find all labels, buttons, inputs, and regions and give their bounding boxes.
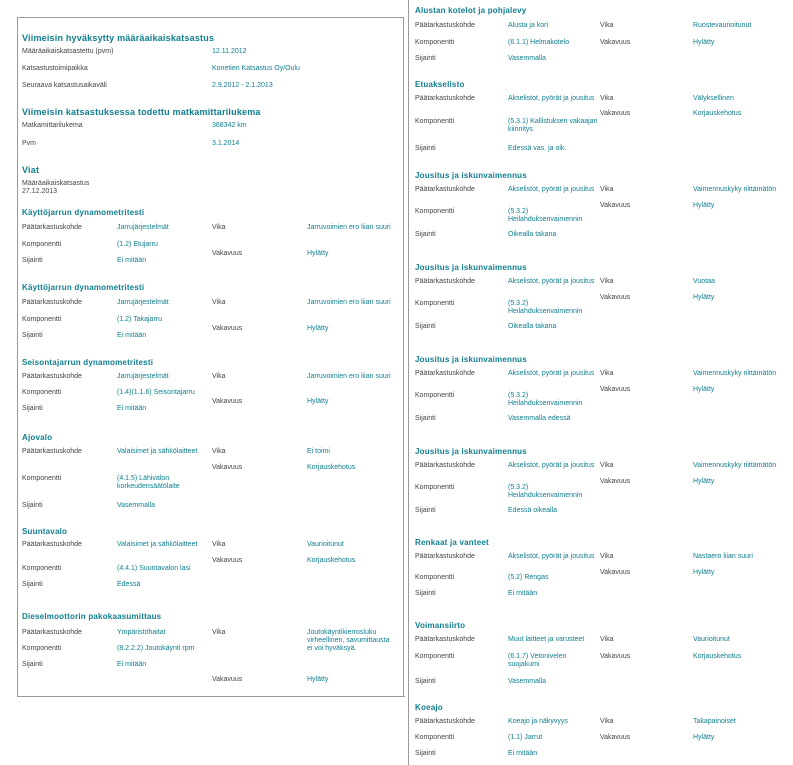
right-item-4-severity-value: Hylätty [693, 294, 715, 301]
left-item-6-location-value: Ei mitään [117, 661, 147, 668]
right-item-8-target-label: Päätarkastuskohde [415, 636, 475, 643]
left-item-2-location-value: Ei mitään [117, 332, 147, 339]
left-item-6-fault-label: Vika [212, 629, 226, 636]
left-item-3-severity-label: Vakavuus [212, 398, 243, 405]
right-item-4-title: Jousitus ja iskunvaimennus [415, 263, 527, 272]
right-item-9-title: Koeajo [415, 703, 443, 712]
right-item-2-title: Etuakselisto [415, 80, 465, 89]
right-item-3-target-label: Päätarkastuskohde [415, 186, 475, 193]
right-item-2-location-value: Edessä vas. ja oik. [508, 145, 567, 152]
right-item-4-severity-label: Vakavuus [600, 294, 631, 301]
right-item-7-location-value: Ei mitään [508, 590, 538, 597]
right-item-8-fault-label: Vika [600, 636, 614, 643]
right-item-5-fault-value: Vaimennuskyky riittämätön [693, 370, 777, 377]
right-item-7-location-label: Sijainti [415, 590, 436, 597]
left-item-5-location-value: Edessä [117, 581, 141, 588]
left-item-4-target-label: Päätarkastuskohde [22, 448, 82, 455]
left-item-1-target-value: Jarrujärjestelmät [117, 224, 169, 231]
left-item-5-component-value: (4.4.1) Suuntavalon lasi [117, 565, 191, 572]
inspection-title: Viimeisin hyväksytty määräaikaiskatsastus [22, 33, 215, 43]
left-item-5-severity-label: Vakavuus [212, 557, 243, 564]
right-item-9-component-label: Komponentti [415, 734, 455, 741]
right-item-6-severity-value: Hylätty [693, 478, 715, 485]
left-item-3-location-value: Ei mitään [117, 405, 147, 412]
left-item-2-severity-value: Hylätty [307, 325, 329, 332]
left-item-4-component-label: Komponentti [22, 475, 62, 482]
right-item-7-target-value: Akselistot, pyörät ja jousitus [508, 553, 595, 560]
right-item-9-target-label: Päätarkastuskohde [415, 718, 475, 725]
left-item-2-location-label: Sijainti [22, 332, 43, 339]
left-item-5-component-label: Komponentti [22, 565, 62, 572]
left-item-1-location-value: Ei mitään [117, 257, 147, 264]
left-item-3-target-label: Päätarkastuskohde [22, 373, 82, 380]
right-item-8-component-label: Komponentti [415, 653, 455, 660]
left-item-5-target-value: Valaisimet ja sähkölaitteet [117, 541, 198, 548]
left-item-5-severity-value: Korjauskehotus [307, 557, 356, 564]
left-item-2-fault-label: Vika [212, 299, 226, 306]
right-item-6-component-value: (5.3.2) Heilahduksenvaimennin [508, 484, 583, 499]
right-item-9-location-value: Ei mitään [508, 750, 538, 757]
right-item-5-component-label: Komponentti [415, 392, 455, 399]
right-item-2-component-label: Komponentti [415, 118, 455, 125]
right-item-9-fault-value: Takapainoiset [693, 718, 736, 725]
right-item-5-fault-label: Vika [600, 370, 614, 377]
left-item-1-target-label: Päätarkastuskohde [22, 224, 82, 231]
right-item-4-component-value: (5.3.2) Heilahduksenvaimennin [508, 300, 583, 315]
right-item-5-severity-label: Vakavuus [600, 386, 631, 393]
left-item-4-severity-label: Vakavuus [212, 464, 243, 471]
left-item-3-component-value: (1.4)(1.1.6) Seisontajarru [117, 389, 195, 396]
left-item-1-location-label: Sijainti [22, 257, 43, 264]
inspection-date-value: 12.11.2012 [212, 48, 247, 55]
left-item-1-severity-value: Hylätty [307, 250, 329, 257]
right-item-2-severity-value: Korjauskehotus [693, 110, 742, 117]
right-item-3-target-value: Akselistot, pyörät ja jousitus [508, 186, 595, 193]
right-item-5-target-label: Päätarkastuskohde [415, 370, 475, 377]
right-item-1-target-value: Alusta ja kori [508, 22, 549, 29]
left-item-1-component-label: Komponentti [22, 241, 62, 248]
left-item-2-title: Käyttöjarrun dynamometritesti [22, 283, 145, 292]
next-inspection-value: 2.9.2012 - 2.1.2013 [212, 82, 273, 89]
right-item-4-component-label: Komponentti [415, 300, 455, 307]
right-item-8-severity-value: Korjauskehotus [693, 653, 742, 660]
right-item-7-title: Renkaat ja vanteet [415, 538, 489, 547]
left-item-4-title: Ajovalo [22, 433, 53, 442]
right-item-9-severity-value: Hylätty [693, 734, 715, 741]
mileage-date-value: 3.1.2014 [212, 140, 240, 147]
right-item-3-title: Jousitus ja iskunvaimennus [415, 171, 527, 180]
right-item-2-fault-label: Vika [600, 95, 614, 102]
right-item-1-location-label: Sijainti [415, 55, 436, 62]
right-item-8-location-label: Sijainti [415, 678, 436, 685]
left-item-6-title: Dieselmoottorin pakokaasumittaus [22, 612, 162, 621]
left-page [17, 17, 404, 696]
right-item-7-fault-value: Nastaero liian suuri [693, 553, 753, 560]
right-item-3-fault-label: Vika [600, 186, 614, 193]
right-item-2-target-value: Akselistot, pyörät ja jousitus [508, 95, 595, 102]
right-item-6-component-label: Komponentti [415, 484, 455, 491]
right-item-4-location-value: Oikealla takana [508, 323, 557, 330]
right-item-2-severity-label: Vakavuus [600, 110, 631, 117]
faults-date: 27.12.2013 [22, 188, 58, 195]
left-item-4-severity-value: Korjauskehotus [307, 464, 356, 471]
right-item-6-target-value: Akselistot, pyörät ja jousitus [508, 462, 595, 469]
right-item-1-location-value: Vasemmalla [508, 55, 546, 62]
inspection-station-label: Katsastustoimipaikka [22, 65, 88, 72]
left-item-6-location-label: Sijainti [22, 661, 43, 668]
right-item-4-fault-label: Vika [600, 278, 614, 285]
right-item-1-title: Alustan kotelot ja pohjalevy [415, 6, 527, 15]
left-item-3-location-label: Sijainti [22, 405, 43, 412]
right-item-2-fault-value: Välyksellinen [693, 95, 734, 102]
left-item-4-location-label: Sijainti [22, 502, 43, 509]
left-item-3-target-value: Jarrujärjestelmät [117, 373, 169, 380]
right-item-4-location-label: Sijainti [415, 323, 436, 330]
left-item-2-severity-label: Vakavuus [212, 325, 243, 332]
right-item-2-component-value: (5.3.1) Kallistuksen vakaajan kiinnitys [508, 118, 598, 133]
right-item-5-location-label: Sijainti [415, 415, 436, 422]
right-item-9-fault-label: Vika [600, 718, 614, 725]
right-item-1-severity-label: Vakavuus [600, 39, 631, 46]
left-item-5-title: Suuntavalo [22, 527, 68, 536]
left-item-3-component-label: Komponentti [22, 389, 62, 396]
left-item-3-title: Seisontajarrun dynamometritesti [22, 358, 154, 367]
left-item-4-component-value: (4.1.5) Lähivalon korkeudensäätölaite [117, 475, 180, 490]
left-item-6-target-value: Ympäristöhaitat [117, 629, 166, 636]
right-item-8-title: Voimansiirto [415, 621, 466, 630]
left-item-6-fault-value: Joutokäyntikierrosluku virheellinen, savumittausta ei voi hyväksyä. [307, 629, 390, 652]
right-item-8-severity-label: Vakavuus [600, 653, 631, 660]
faults-title: Viat [22, 165, 40, 175]
right-item-6-title: Jousitus ja iskunvaimennus [415, 447, 527, 456]
right-item-6-location-label: Sijainti [415, 507, 436, 514]
next-inspection-label: Seuraava katsastusaikaväli [22, 82, 107, 89]
right-item-3-component-label: Komponentti [415, 208, 455, 215]
left-item-2-target-label: Päätarkastuskohde [22, 299, 82, 306]
page-divider [408, 0, 409, 765]
left-item-1-title: Käyttöjarrun dynamometritesti [22, 208, 145, 217]
right-item-7-fault-label: Vika [600, 553, 614, 560]
left-item-4-location-value: Vasemmalla [117, 502, 155, 509]
mileage-title: Viimeisin katsastuksessa todettu matkamittarilukema [22, 107, 261, 117]
right-item-7-component-label: Komponentti [415, 574, 455, 581]
right-item-5-target-value: Akselistot, pyörät ja jousitus [508, 370, 595, 377]
right-item-5-location-value: Vasemmalla edessä [508, 415, 571, 422]
right-item-8-target-value: Muut laitteet ja varusteet [508, 636, 585, 643]
mileage-value: 368342 km [212, 122, 247, 129]
inspection-date-label: Määräaikaiskatsastettu (pvm) [22, 48, 114, 55]
right-item-2-location-label: Sijainti [415, 145, 436, 152]
right-item-6-severity-label: Vakavuus [600, 478, 631, 485]
right-item-7-target-label: Päätarkastuskohde [415, 553, 475, 560]
left-item-5-fault-value: Vaurioitunut [307, 541, 344, 548]
right-item-3-location-value: Oikealla takana [508, 231, 557, 238]
inspection-station-value: Konetien Katsastus Oy/Oulu [212, 65, 300, 72]
right-item-9-target-value: Koeajo ja näkyvyys [508, 718, 568, 725]
right-item-6-fault-label: Vika [600, 462, 614, 469]
left-item-1-fault-value: Jarruvoimien ero liian suuri [307, 224, 391, 231]
left-item-2-fault-value: Jarruvoimien ero liian suuri [307, 299, 391, 306]
right-item-1-component-label: Komponentti [415, 39, 455, 46]
left-item-3-fault-value: Jarruvoimien ero liian suuri [307, 373, 391, 380]
mileage-label: Matkamittarilukema [22, 122, 83, 129]
right-item-9-component-value: (1.1) Jarrut [508, 734, 543, 741]
right-item-9-severity-label: Vakavuus [600, 734, 631, 741]
faults-type-label: Määräaikaiskatsastus [22, 180, 90, 187]
right-item-1-fault-label: Vika [600, 22, 614, 29]
right-item-3-component-value: (5.3.2) Heilahduksenvaimennin [508, 208, 583, 223]
left-item-1-component-value: (1.2) Etujarru [117, 241, 158, 248]
left-item-6-target-label: Päätarkastuskohde [22, 629, 82, 636]
left-item-6-component-value: (8.2.2.2) Joutokäynti rpm [117, 645, 195, 652]
right-item-5-severity-value: Hylätty [693, 386, 715, 393]
left-item-6-component-label: Komponentti [22, 645, 62, 652]
right-item-1-target-label: Päätarkastuskohde [415, 22, 475, 29]
left-item-6-severity-label: Vakavuus [212, 676, 243, 683]
right-item-7-severity-label: Vakavuus [600, 569, 631, 576]
right-item-4-fault-value: Vuotaa [693, 278, 715, 285]
right-item-5-title: Jousitus ja iskunvaimennus [415, 355, 527, 364]
left-item-2-component-label: Komponentti [22, 316, 62, 323]
left-page-bottom-border [17, 696, 405, 697]
right-item-8-fault-value: Vaurioitunut [693, 636, 730, 643]
left-item-1-fault-label: Vika [212, 224, 226, 231]
left-item-3-severity-value: Hylätty [307, 398, 329, 405]
left-item-2-component-value: (1.2) Takajarru [117, 316, 163, 323]
right-item-3-location-label: Sijainti [415, 231, 436, 238]
left-item-4-fault-value: Ei toimi [307, 448, 330, 455]
right-item-3-severity-value: Hylätty [693, 202, 715, 209]
right-item-1-component-value: (6.1.1) Helmakotelo [508, 39, 570, 46]
left-item-5-fault-label: Vika [212, 541, 226, 548]
right-item-3-severity-label: Vakavuus [600, 202, 631, 209]
right-item-8-component-value: (6.1.7) Vetonivelen suojakumi [508, 653, 567, 668]
left-item-5-target-label: Päätarkastuskohde [22, 541, 82, 548]
right-item-6-fault-value: Vaimennuskyky riittämätön [693, 462, 777, 469]
right-item-4-target-label: Päätarkastuskohde [415, 278, 475, 285]
right-item-6-location-value: Edessä oikealla [508, 507, 558, 514]
right-item-7-severity-value: Hylätty [693, 569, 715, 576]
right-item-1-fault-value: Ruostevaurioitunut [693, 22, 752, 29]
right-item-7-component-value: (5.2) Rengas [508, 574, 549, 581]
right-item-4-target-value: Akselistot, pyörät ja jousitus [508, 278, 595, 285]
right-item-8-location-value: Vasemmalla [508, 678, 546, 685]
right-item-3-fault-value: Vaimennuskyky riittämätön [693, 186, 777, 193]
right-item-9-location-label: Sijainti [415, 750, 436, 757]
left-item-5-location-label: Sijainti [22, 581, 43, 588]
right-item-2-target-label: Päätarkastuskohde [415, 95, 475, 102]
left-item-3-fault-label: Vika [212, 373, 226, 380]
left-item-4-target-value: Valaisimet ja sähkölaitteet [117, 448, 198, 455]
left-item-1-severity-label: Vakavuus [212, 250, 243, 257]
left-item-4-fault-label: Vika [212, 448, 226, 455]
left-item-6-severity-value: Hylätty [307, 676, 329, 683]
right-item-6-target-label: Päätarkastuskohde [415, 462, 475, 469]
left-item-2-target-value: Jarrujärjestelmät [117, 299, 169, 306]
right-item-5-component-value: (5.3.2) Heilahduksenvaimennin [508, 392, 583, 407]
mileage-date-label: Pvm [22, 140, 36, 147]
right-item-1-severity-value: Hylätty [693, 39, 715, 46]
